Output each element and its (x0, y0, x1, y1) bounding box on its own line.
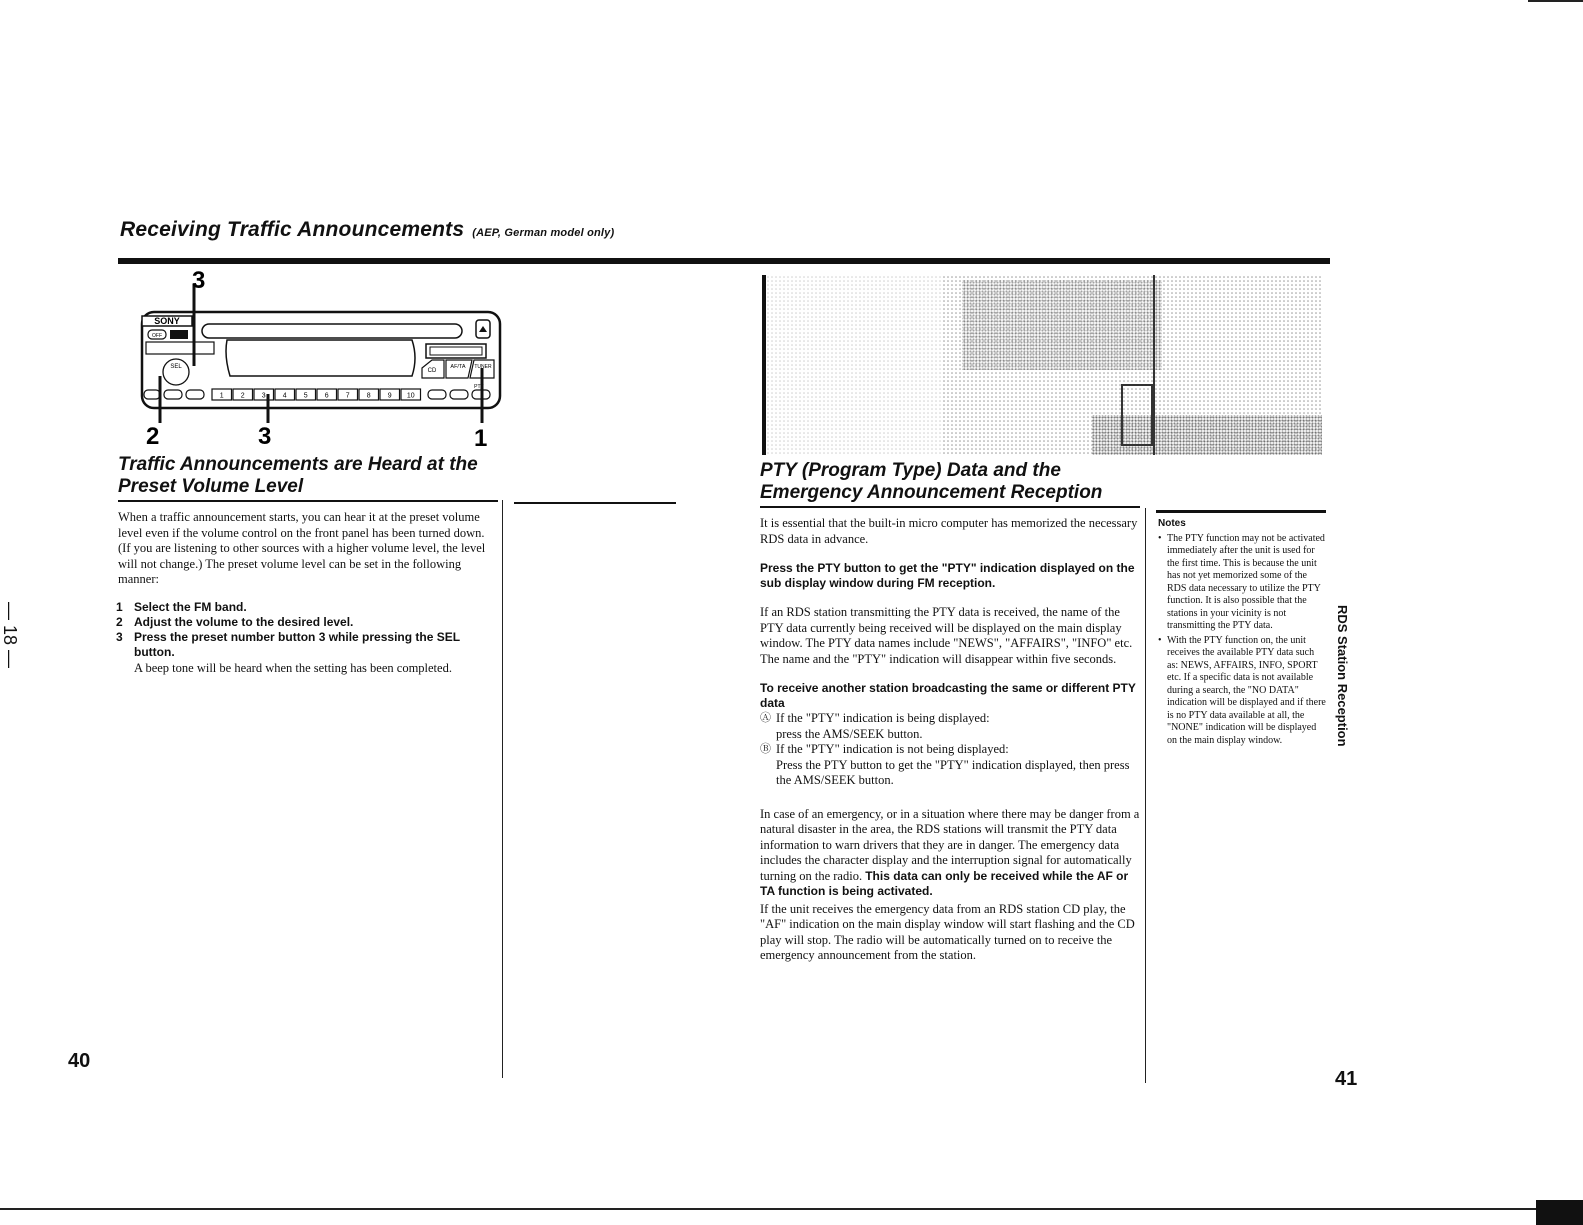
right-section-heading: PTY (Program Type) Data and the Emergency Announcement Reception (760, 460, 1103, 503)
top-corner-mark (1528, 0, 1583, 2)
note-text: With the PTY function on, the unit receives the available PTY data such as: NEWS, AFFAIRS, INFO, SPORT etc. If a specific data is not available during a search, the "NO DATA" indication will be displayed and if there is no PTY data available at all, the "NONE" indication will be displayed on the main display window. (1167, 634, 1326, 746)
option-b-text (776, 742, 1140, 789)
left-section-heading: Traffic Announcements are Heard at the Preset Volume Level (118, 454, 478, 497)
corner-mark (1536, 1200, 1583, 1225)
preset-button-label: 3 (261, 392, 266, 400)
note-text: The PTY function may not be activated immediately after the unit is used for the first time. This is because the unit has not yet memorized some of the RDS data necessary to utilize the PTY function. It is also possible that the stations in your vicinity is not transmitting the PTY data. (1167, 532, 1325, 631)
notes-sidebar (1158, 518, 1326, 749)
option-a-mark: Ⓐ (760, 712, 771, 724)
option-a (760, 711, 1140, 742)
step-number: 3 (116, 630, 123, 644)
emergency-paragraph (760, 807, 1140, 900)
pty-label: PTY (474, 384, 484, 390)
car-stereo-illustration (132, 268, 512, 458)
step-3 (116, 630, 496, 660)
preset-button-label: 8 (366, 392, 371, 400)
notes-title: Notes (1158, 518, 1186, 529)
option-a-condition: If the "PTY" indication is being displayed: (776, 711, 990, 725)
option-a-action: press the AMS/SEEK button. (776, 726, 923, 741)
preset-button-label: 9 (387, 392, 392, 400)
step-1 (116, 600, 496, 615)
bullet-icon: • (1158, 634, 1162, 646)
step-text: Adjust the volume to the desired level. (134, 615, 354, 629)
emergency-text: In case of an emergency, or in a situation where there may be danger from a natural disaster in the area, the RDS stations will transmit the PTY data information to warn drivers that they are in danger. The emergency data includes the character display and the interruption signal for automatically turning on the radio. (760, 806, 1140, 883)
margin-page-mark: — 18 — (0, 602, 20, 669)
volume-knob (163, 359, 189, 385)
step-number: 2 (116, 615, 123, 629)
step-2 (116, 615, 496, 630)
preset-button-label: 10 (406, 392, 415, 400)
volume-steps-list (116, 600, 496, 676)
preset-button-label: 1 (219, 392, 224, 400)
photo-dark-bottom (1092, 415, 1322, 455)
left-column-divider (502, 500, 503, 1078)
note-item (1158, 635, 1326, 748)
emergency-cd-paragraph: If the unit receives the emergency data from an RDS station CD play, the "AF" indication on the main display window will start flashing and the CD play will stop. The radio will be automatically turned on to receive the emergency announcement from the station. (760, 901, 1135, 962)
section-side-tab: RDS Station Reception (1335, 605, 1350, 747)
seek-rocker (146, 342, 214, 354)
option-b-mark: Ⓑ (760, 743, 771, 755)
note-item (1158, 533, 1326, 633)
cd-slot (202, 324, 462, 338)
option-b-condition: If the "PTY" indication is not being displayed: (776, 742, 1009, 756)
receive-another-heading: To receive another station broadcasting the same or different PTY data (760, 681, 1136, 710)
notes-rule (1156, 510, 1326, 513)
page-header-title (120, 218, 614, 242)
off-button-label: OFF (152, 333, 162, 339)
preset-button-label: 5 (303, 392, 308, 400)
rds-memory-paragraph: It is essential that the built-in micro computer has memorized the necessary RDS data in advance. (760, 516, 1138, 546)
step-3-note: A beep tone will be heard when the setting has been completed. (134, 661, 452, 675)
step-text: Press the preset number button 3 while pressing the SEL button. (134, 630, 460, 659)
halftone-photo (762, 275, 1322, 455)
header-subtitle: (AEP, German model only) (472, 227, 615, 239)
callout-2: 2 (146, 423, 160, 450)
left-heading-rule (118, 500, 498, 502)
right-heading-rule (760, 506, 1140, 508)
option-b (760, 742, 1140, 789)
brand-logo: SONY (154, 316, 180, 326)
header-rule (118, 258, 1330, 264)
right-column-divider (1145, 508, 1146, 1083)
pty-display-paragraph: If an RDS station transmitting the PTY data is received, the name of the PTY data currently being received will be displayed on the main display window. The PTY data names include "NEWS", "AFFAIRS", "INFO" etc. The name and the "PTY" indication will disappear within five seconds. (760, 605, 1133, 666)
preset-button-label: 4 (282, 392, 287, 400)
cd-button-label: CD (427, 368, 437, 374)
emergency-bold-text: This data can only be received while the AF or TA function is being activated. (760, 868, 1129, 898)
sub-display-window (426, 344, 486, 358)
header-title-text: Receiving Traffic Announcements (120, 218, 465, 241)
callout-3: 3 (258, 423, 272, 450)
right-main-column (760, 516, 1140, 978)
left-column-rule (514, 502, 676, 504)
preset-button-label: 7 (345, 392, 350, 400)
pty-instruction: Press the PTY button to get the "PTY" indication displayed on the sub display window during FM reception. (760, 561, 1135, 590)
photo-left-edge (762, 275, 766, 455)
callout-top: 3 (192, 268, 206, 294)
callout-1: 1 (474, 425, 488, 452)
source-button (170, 330, 188, 339)
afta-button-label: AF/TA (450, 364, 466, 370)
option-a-text (776, 711, 990, 742)
preset-button-label: 6 (324, 392, 329, 400)
main-display-window (226, 340, 415, 376)
step-text: Select the FM band. (134, 600, 247, 614)
page-number-left: 40 (68, 1050, 91, 1072)
bullet-icon: • (1158, 532, 1162, 544)
tuner-button-label: TUNER (474, 364, 492, 370)
sel-button-label: SEL (170, 364, 182, 370)
option-b-action: Press the PTY button to get the "PTY" indication displayed, then press the AMS/SEEK button. (776, 757, 1130, 787)
bottom-edge-rule (0, 1208, 1583, 1210)
preset-button-label: 2 (240, 392, 245, 400)
step-number: 1 (116, 600, 123, 614)
page-number-right: 41 (1335, 1068, 1358, 1090)
left-intro-paragraph: When a traffic announcement starts, you can hear it at the preset volume level even if the volume control on the front panel has been turned down. (If you are listening to other sources with a higher volume level, the level will not change.) The preset volume level can be set in the following manner: (118, 510, 486, 586)
photo-dark-area (962, 280, 1162, 370)
